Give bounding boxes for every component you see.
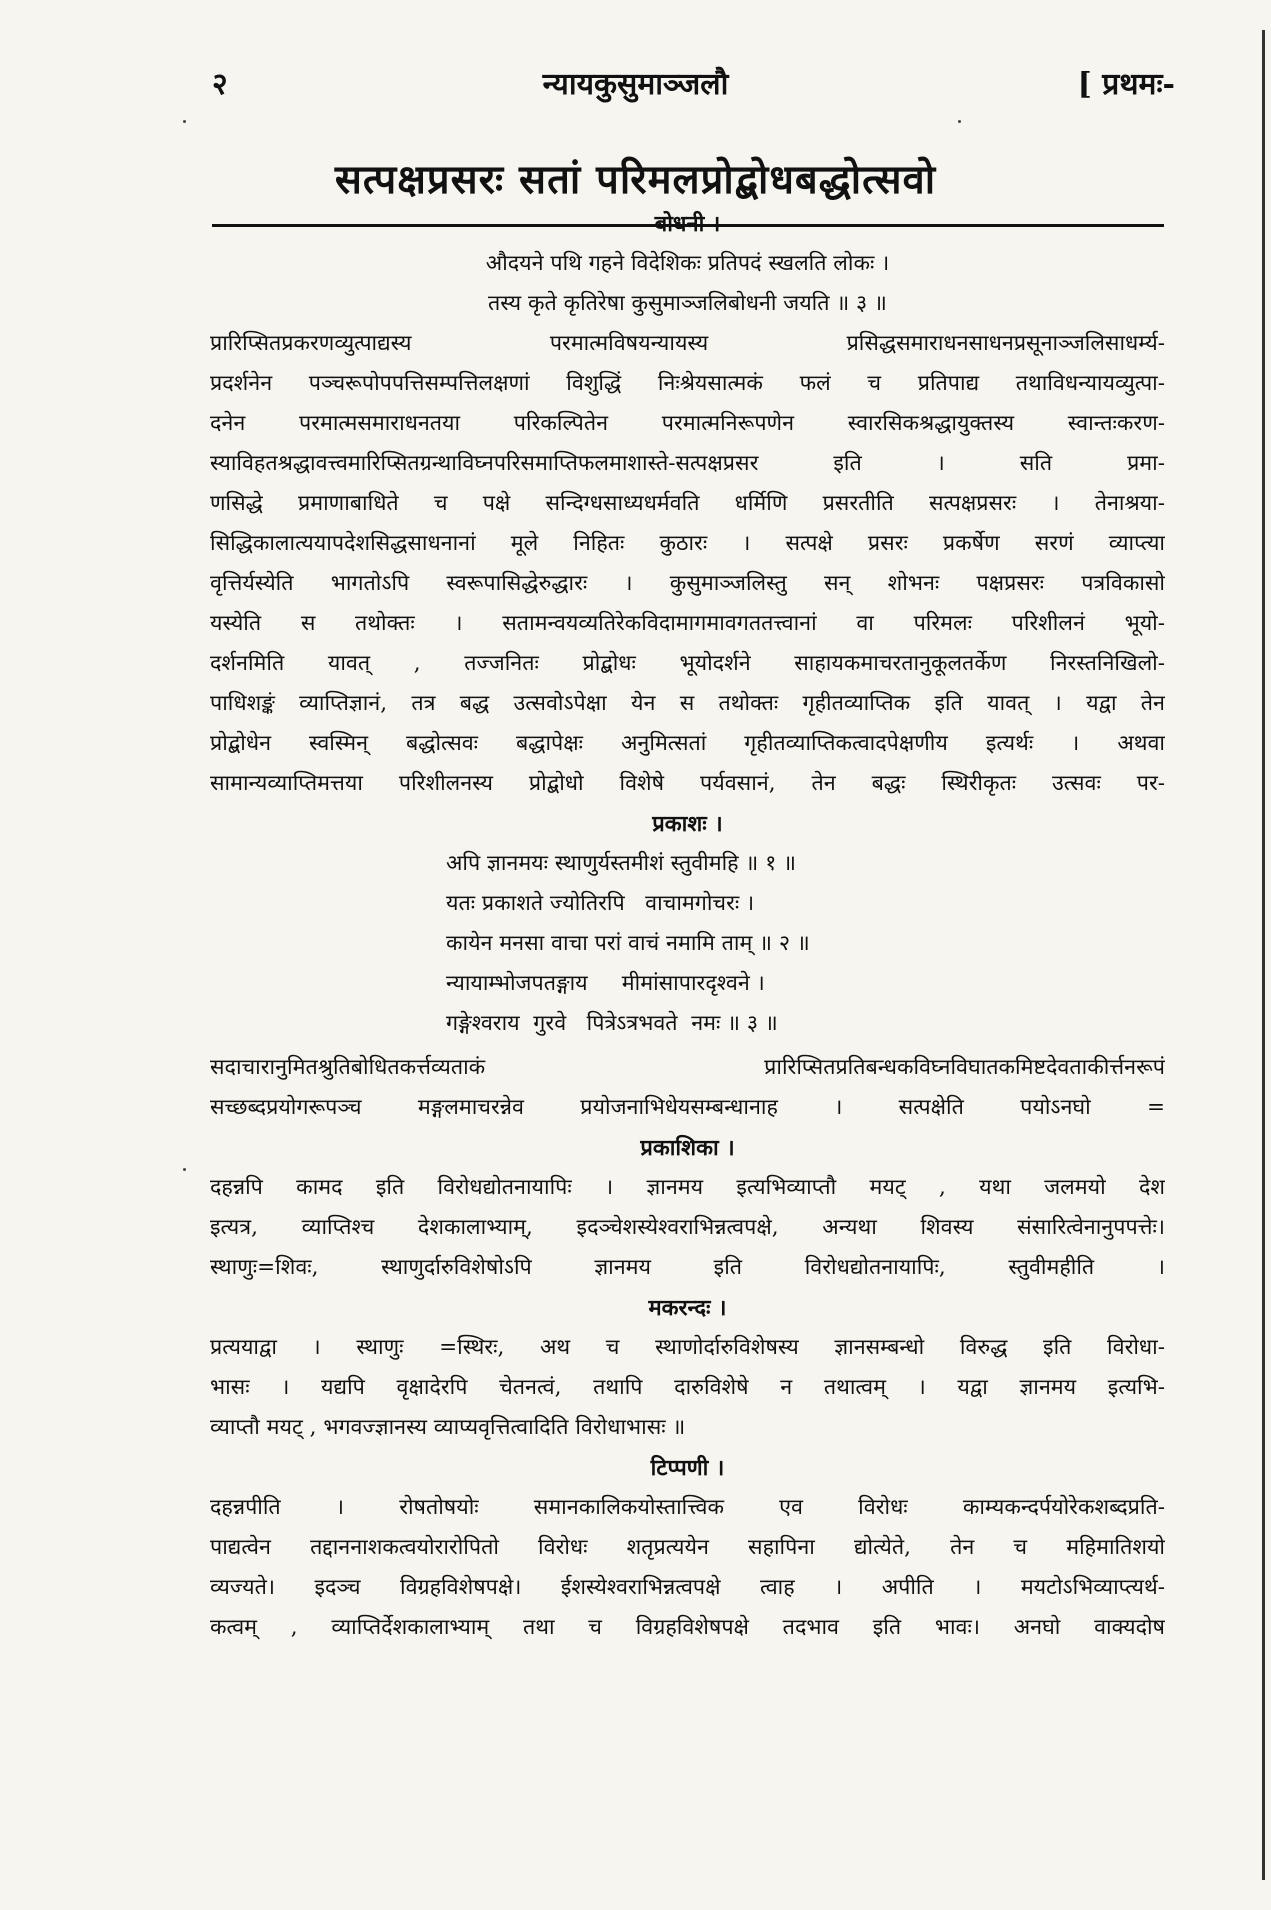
section-label: मकरन्दः । xyxy=(648,1295,727,1321)
prakasha-section xyxy=(210,804,1165,1044)
section-label: प्रकाशः । xyxy=(652,811,723,837)
scan-speck xyxy=(183,1168,186,1171)
text-line: दर्शनमिति यावत् , तज्जनितः प्रोद्बोधः भूयोदर्शने साहायकमाचरतानुकूलतर्केण निरस्तनिखिलो- xyxy=(210,651,1165,676)
text-line: सामान्यव्याप्तिमत्तया परिशीलनस्य प्रोद्बोधो विशेषे पर्यवसानं, तेन बद्धः स्थिरीकृतः उत्सवः पर- xyxy=(210,771,1165,796)
verse-line: यतः प्रकाशते ज्योतिरपि वाचामगोचरः । xyxy=(446,891,755,916)
scan-speck xyxy=(183,120,186,123)
scan-speck xyxy=(958,120,961,123)
verse-line: गङ्गेश्वराय गुरवे पित्रेऽत्रभवते नमः ॥ ३ ॥ xyxy=(446,1011,778,1036)
text-line: कत्वम् , व्याप्तिर्देशकालाभ्याम् तथा च विग्रहविशेषपक्षे तदभाव इति भावः। अनघो वाक्यदोष xyxy=(210,1615,1165,1640)
section-label: टिप्पणी । xyxy=(650,1455,725,1481)
verse-line: अपि ज्ञानमयः स्थाणुर्यस्तमीशं स्तुवीमहि ॥ १ ॥ xyxy=(446,851,797,876)
text-line: प्रोद्बोधेन स्वस्मिन् बद्धोत्सवः बद्धापेक्षः अनुमित्सतां गृहीतव्याप्तिकत्वादपेक्षणीय इत्यर्थः । अथवा xyxy=(210,731,1165,756)
text-line: भासः । यद्यपि वृक्षादेरपि चेतनत्वं, तथापि दारुविशेषे न तथात्वम् । यद्वा ज्ञानमय इत्यभि- xyxy=(210,1375,1165,1400)
text-line: स्याविहतश्रद्धावत्त्वमारिप्सितग्रन्थाविघ्नपरिसमाप्तिफलमाशास्ते-सत्पक्षप्रसर इति । सति प्रमा- xyxy=(210,451,1165,476)
bodhani-section xyxy=(210,204,1165,804)
text-line: वृत्तिर्यस्येति भागतोऽपि स्वरूपासिद्धेरुद्धारः । कुसुमाञ्जलिस्तु सन् शोभनः पक्षप्रसरः पत्रविकासो xyxy=(210,571,1165,596)
text-line: दहन्नपीति । रोषतोषयोः समानकालिकयोस्तात्त्विक एव विरोधः काम्यकन्दर्पयोरेकशब्दप्रति- xyxy=(210,1495,1165,1520)
text-line: व्यज्यते। इदञ्च विग्रहविशेषपक्षे। ईशस्येश्वराभिन्नत्वपक्षे त्वाह । अपीति । मयटोऽभिव्याप्त्यर्थ- xyxy=(210,1575,1165,1600)
section-label: बोधनी । xyxy=(654,211,721,237)
text-line: दनेन परमात्मसमाराधनतया परिकल्पितेन परमात्मनिरूपणेन स्वारसिकश्रद्धायुक्तस्य स्वान्तःकरण- xyxy=(210,411,1165,436)
text-line: पाद्यत्वेन तद्दाननाशकत्वयोरारोपितो विरोधः शतृप्रत्ययेन सहापिना द्योत्येते, तेन च महिमातिशयो xyxy=(210,1535,1165,1560)
text-line: सिद्धिकालात्ययापदेशसिद्धसाधनानां मूले निहितः कुठारः । सत्पक्षे प्रसरः प्रकर्षेण सरणं व्याप्त्या xyxy=(210,531,1165,556)
text-line: स्थाणुः=शिवः, स्थाणुर्दारुविशेषोऽपि ज्ञानमय इति विरोधद्योतनायापिः, स्तुवीमहीति । xyxy=(210,1255,1165,1280)
running-title: न्यायकुसुमाञ्जलौ xyxy=(542,67,729,102)
text-line: पाधिशङ्कं व्याप्तिज्ञानं, तत्र बद्ध उत्सवोऽपेक्षा येन स तथोक्तः गृहीतव्याप्तिक इति यावत् । यद्वा तेन xyxy=(210,691,1165,716)
tippani-section xyxy=(210,1448,1165,1648)
text-line: सदाचारानुमितश्रुतिबोधितकर्त्तव्यताकं प्रारिप्सितप्रतिबन्धकविघ्नविघातकमिष्टदेवताकीर्त्तनरूपं xyxy=(210,1055,1165,1080)
text-line: इत्यत्र, व्याप्तिश्च देशकालाभ्याम्, इदञ्चेशस्येश्वराभिन्नत्वपक्षे, अन्यथा शिवस्य संसारित्वेनानुपपत्तेः। xyxy=(210,1215,1165,1240)
page-number: २ xyxy=(212,67,228,102)
verse-heading: सत्पक्षप्रसरः सतां परिमलप्रोद्बोधबद्धोत्सवो xyxy=(334,156,937,203)
page-edge-shadow xyxy=(1262,30,1265,1880)
verse-line: औदयने पथि गहने विदेशिकः प्रतिपदं स्खलति लोकः । xyxy=(485,251,890,276)
section-marker: [ प्रथमः- xyxy=(1077,67,1175,102)
text-line: दहन्नपि कामद इति विरोधद्योतनायापिः । ज्ञानमय इत्यभिव्याप्तौ मयट् , यथा जलमयो देश xyxy=(210,1175,1165,1200)
section-label: प्रकाशिका । xyxy=(640,1135,735,1161)
makaranda-section xyxy=(210,1288,1165,1448)
prakashika-section xyxy=(210,1128,1165,1288)
text-line: प्रत्ययाद्वा । स्थाणुः =स्थिरः, अथ च स्थाणोर्दारुविशेषस्य ज्ञानसम्बन्धो विरुद्ध इति विरोधा- xyxy=(210,1335,1165,1360)
text-line: यस्येति स तथोक्तः । सतामन्वयव्यतिरेकविदामागमावगततत्त्वानां वा परिमलः परिशीलनं भूयो- xyxy=(210,611,1165,636)
verse-line: तस्य कृते कृतिरेषा कुसुमाञ्जलिबोधनी जयति ॥ ३ ॥ xyxy=(488,291,887,316)
text-line: व्याप्तौ मयट् , भगवज्ज्ञानस्य व्याप्यवृत्तित्वादिति विरोधाभासः ॥ xyxy=(210,1415,686,1440)
verse-line: कायेन मनसा वाचा परां वाचं नमामि ताम् ॥ २ ॥ xyxy=(446,931,810,956)
text-line: सच्छब्दप्रयोगरूपञ्च मङ्गलमाचरन्नेव प्रयोजनाभिधेयसम्बन्धानाह । सत्पक्षेति पयोऽनघो = xyxy=(210,1095,1165,1120)
text-line: णसिद्धे प्रमाणाबाधिते च पक्षे सन्दिग्धसाध्यधर्मवति धर्मिणि प्रसरतीति सत्पक्षप्रसरः । तेनाश्रया- xyxy=(210,491,1165,516)
text-line: प्रारिप्सितप्रकरणव्युत्पाद्यस्य परमात्मविषयन्यायस्य प्रसिद्धसमाराधनसाधनप्रसूनाञ्जलिसाधर्म्य- xyxy=(210,331,1165,356)
verse-line: न्यायाम्भोजपतङ्गाय मीमांसापारदृश्वने । xyxy=(446,971,765,996)
prakasha-commentary xyxy=(210,1048,1165,1128)
text-line: प्रदर्शनेन पञ्चरूपोपपत्तिसम्पत्तिलक्षणां विशुद्धिं निःश्रेयसात्मकं फलं च प्रतिपाद्य तथाविधन्यायव्युत्पा- xyxy=(210,371,1165,396)
